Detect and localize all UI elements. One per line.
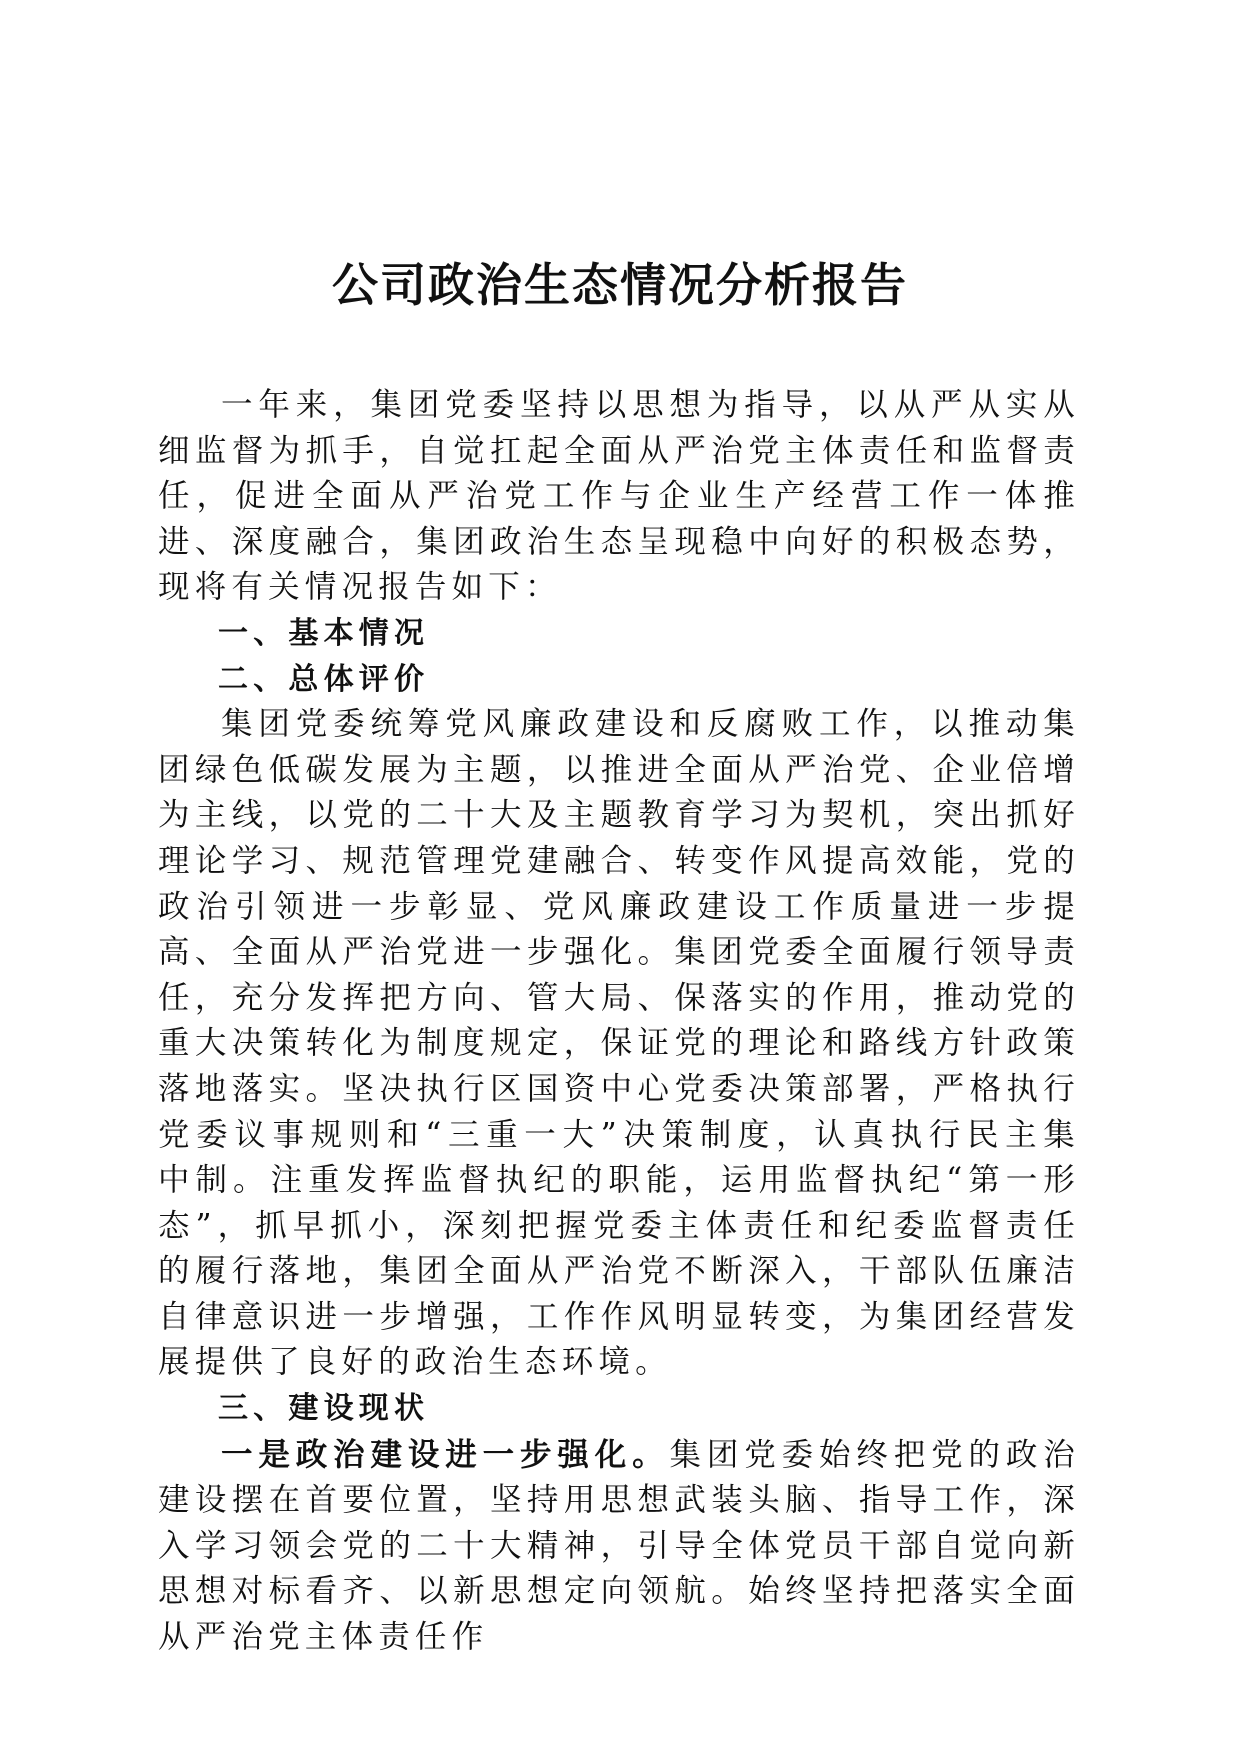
document-title: 公司政治生态情况分析报告	[332, 258, 908, 312]
status-paragraph-text: 集团党委始终把党的政治建设摆在首要位置，坚持用思想武装头脑、指导工作，深入学习领会党的二十大精神，引导全体党员干部自觉向新思想对标看齐、以新思想定向领航。始终坚持把落实全面从严治党主体责任作	[158, 1436, 1081, 1656]
section-heading-basic: 一、基本情况	[218, 615, 430, 651]
status-paragraph	[158, 1432, 1080, 1661]
intro-paragraph: 一年来，集团党委坚持以思想为指导，以从严从实从细监督为抓手，自觉扛起全面从严治党主体责任和监督责任，促进全面从严治党工作与企业生产经营工作一体推进、深度融合，集团政治生态呈现稳中向好的积极态势，现将有关情况报告如下：	[158, 387, 1080, 606]
section-heading-evaluation: 二、总体评价	[218, 661, 430, 697]
evaluation-paragraph: 集团党委统筹党风廉政建设和反腐败工作，以推动集团绿色低碳发展为主题，以推进全面从严治党、企业倍增为主线，以党的二十大及主题教育学习为契机，突出抓好理论学习、规范管理党建融合、转变作风提高效能，党的政治引领进一步彰显、党风廉政建设工作质量进一步提高、全面从严治党进一步强化。集团党委全面履行领导责任，充分发挥把方向、管大局、保落实的作用，推动党的重大决策转化为制度规定，保证党的理论和路线方针政策落地落实。坚决执行区国资中心党委决策部署，严格执行党委议事规则和“三重一大”决策制度，认真执行民主集中制。注重发挥监督执纪的职能，运用监督执纪“第一形态”，抓早抓小，深刻把握党委主体责任和纪委监督责任的履行落地，集团全面从严治党不断深入，干部队伍廉洁自律意识进一步增强，工作作风明显转变，为集团经营发展提供了良好的政治生态环境。	[158, 706, 1080, 1381]
section-heading-status: 三、建设现状	[218, 1391, 430, 1427]
status-lead-sentence: 一是政治建设进一步强化。	[221, 1435, 670, 1473]
document-body	[158, 383, 1080, 1661]
